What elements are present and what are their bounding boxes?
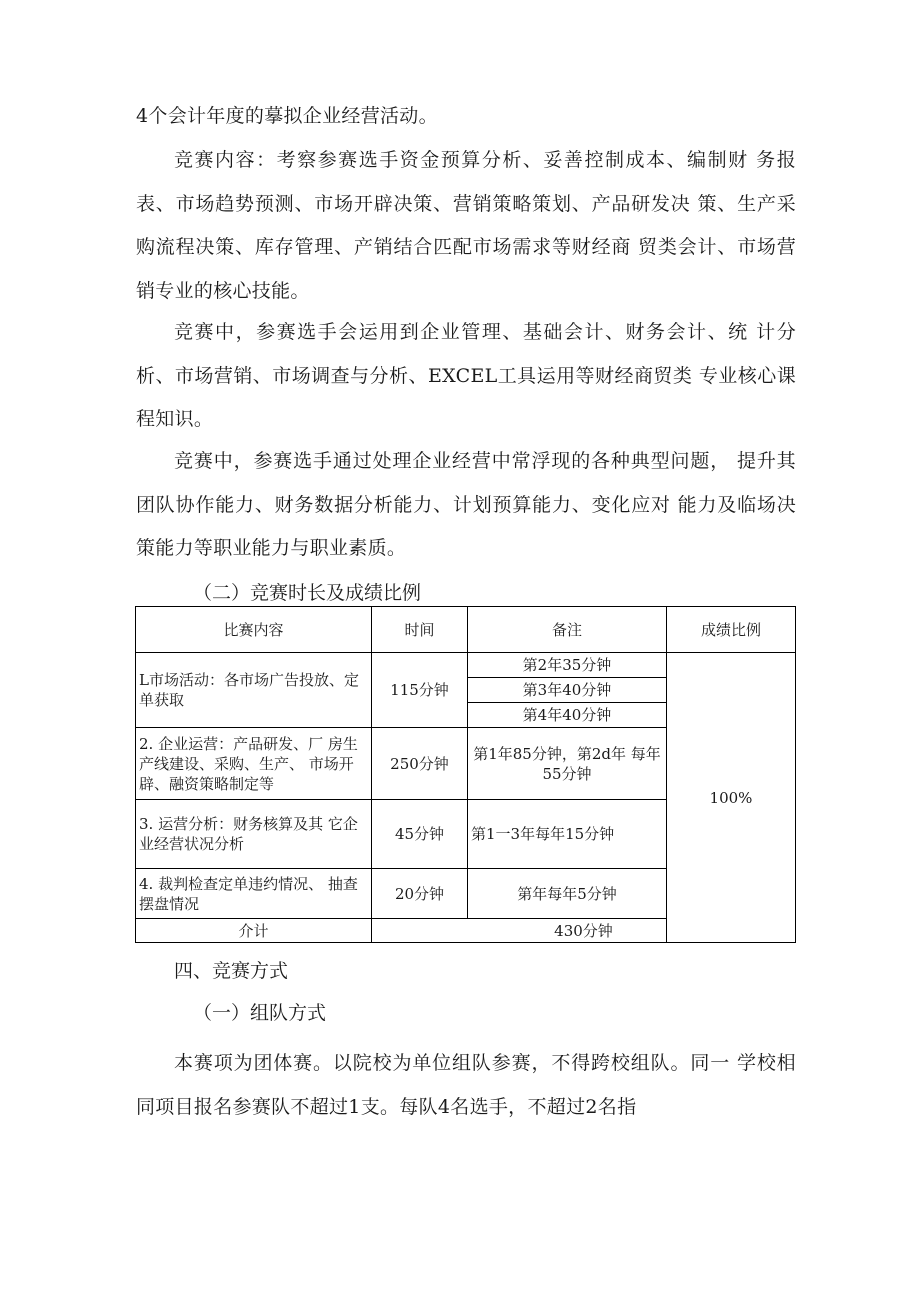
row2-time: 250分钟 [372,728,468,800]
row1-note-2: 第3年40分钟 [468,678,667,703]
header-ratio: 成绩比例 [667,607,796,653]
paragraph-competition-content: 竞赛内容：考察参赛选手资金预算分析、妥善控制成本、编制财 务报表、市场趋势预测、市场开辟决策、营销策略策划、产品研发决 策、生产采购流程决策、库存管理、产销结合匹配市场需求等财经商 贸类会计、市场营销专业的核心技能。 [136,149,796,302]
row3-time: 45分钟 [372,800,468,869]
row1-content: L市场活动：各市场广告投放、定单获取 [136,653,372,728]
row2-content: 2. 企业运营：产品研发、厂 房生产线建设、采购、生产、 市场开辟、融资策略制定等 [136,728,372,800]
header-time: 时间 [372,607,468,653]
row4-note: 第年每年5分钟 [468,869,667,919]
header-notes: 备注 [468,607,667,653]
table-header-row [136,607,796,653]
table-row [136,653,796,678]
section-heading-method: 四、竞赛方式 [174,960,289,982]
row4-time: 20分钟 [372,869,468,919]
section-heading-team: （一）组队方式 [193,1002,327,1024]
paragraph-team-format: 本赛项为团体赛。以院校为单位组队参赛，不得跨校组队。同一 学校相同项目报名参赛队不超过1支。每队4名选手，不超过2名指 [136,1052,796,1118]
row2-note: 第1年85分钟，第2d年 每年55分钟 [468,728,667,800]
row1-note-1: 第2年35分钟 [468,653,667,678]
header-content: 比赛内容 [136,607,372,653]
paragraph-courses: 竞赛中，参赛选手会运用到企业管理、基础会计、财务会计、统 计分析、市场营销、市场调查与分析、EXCEL工具运用等财经商贸类 专业核心课程知识。 [136,321,796,430]
paragraph-abilities: 竞赛中，参赛选手通过处理企业经营中常浮现的各种典型问题， 提升其团队协作能力、财务数据分析能力、计划预算能力、变化应对 能力及临场决策能力等职业能力与职业素质。 [136,450,796,559]
total-label: 介计 [136,919,372,943]
row4-content: 4. 裁判检查定单违约情况、 抽查摆盘情况 [136,869,372,919]
table-total-row [136,919,796,943]
row3-note: 第1一3年每年15分钟 [468,800,667,869]
section-heading-duration: （二）竞赛时长及成绩比例 [193,582,422,604]
score-table [135,606,796,943]
row1-note-3: 第4年40分钟 [468,703,667,728]
ratio-cell: 100% [667,653,796,943]
total-value: 430分钟 [372,919,796,943]
row1-time: 115分钟 [372,653,468,728]
paragraph-intro-end: 4个会计年度的摹拟企业经营活动。 [136,105,438,127]
row3-content: 3. 运营分析：财务核算及其 它企业经营状况分析 [136,800,372,869]
